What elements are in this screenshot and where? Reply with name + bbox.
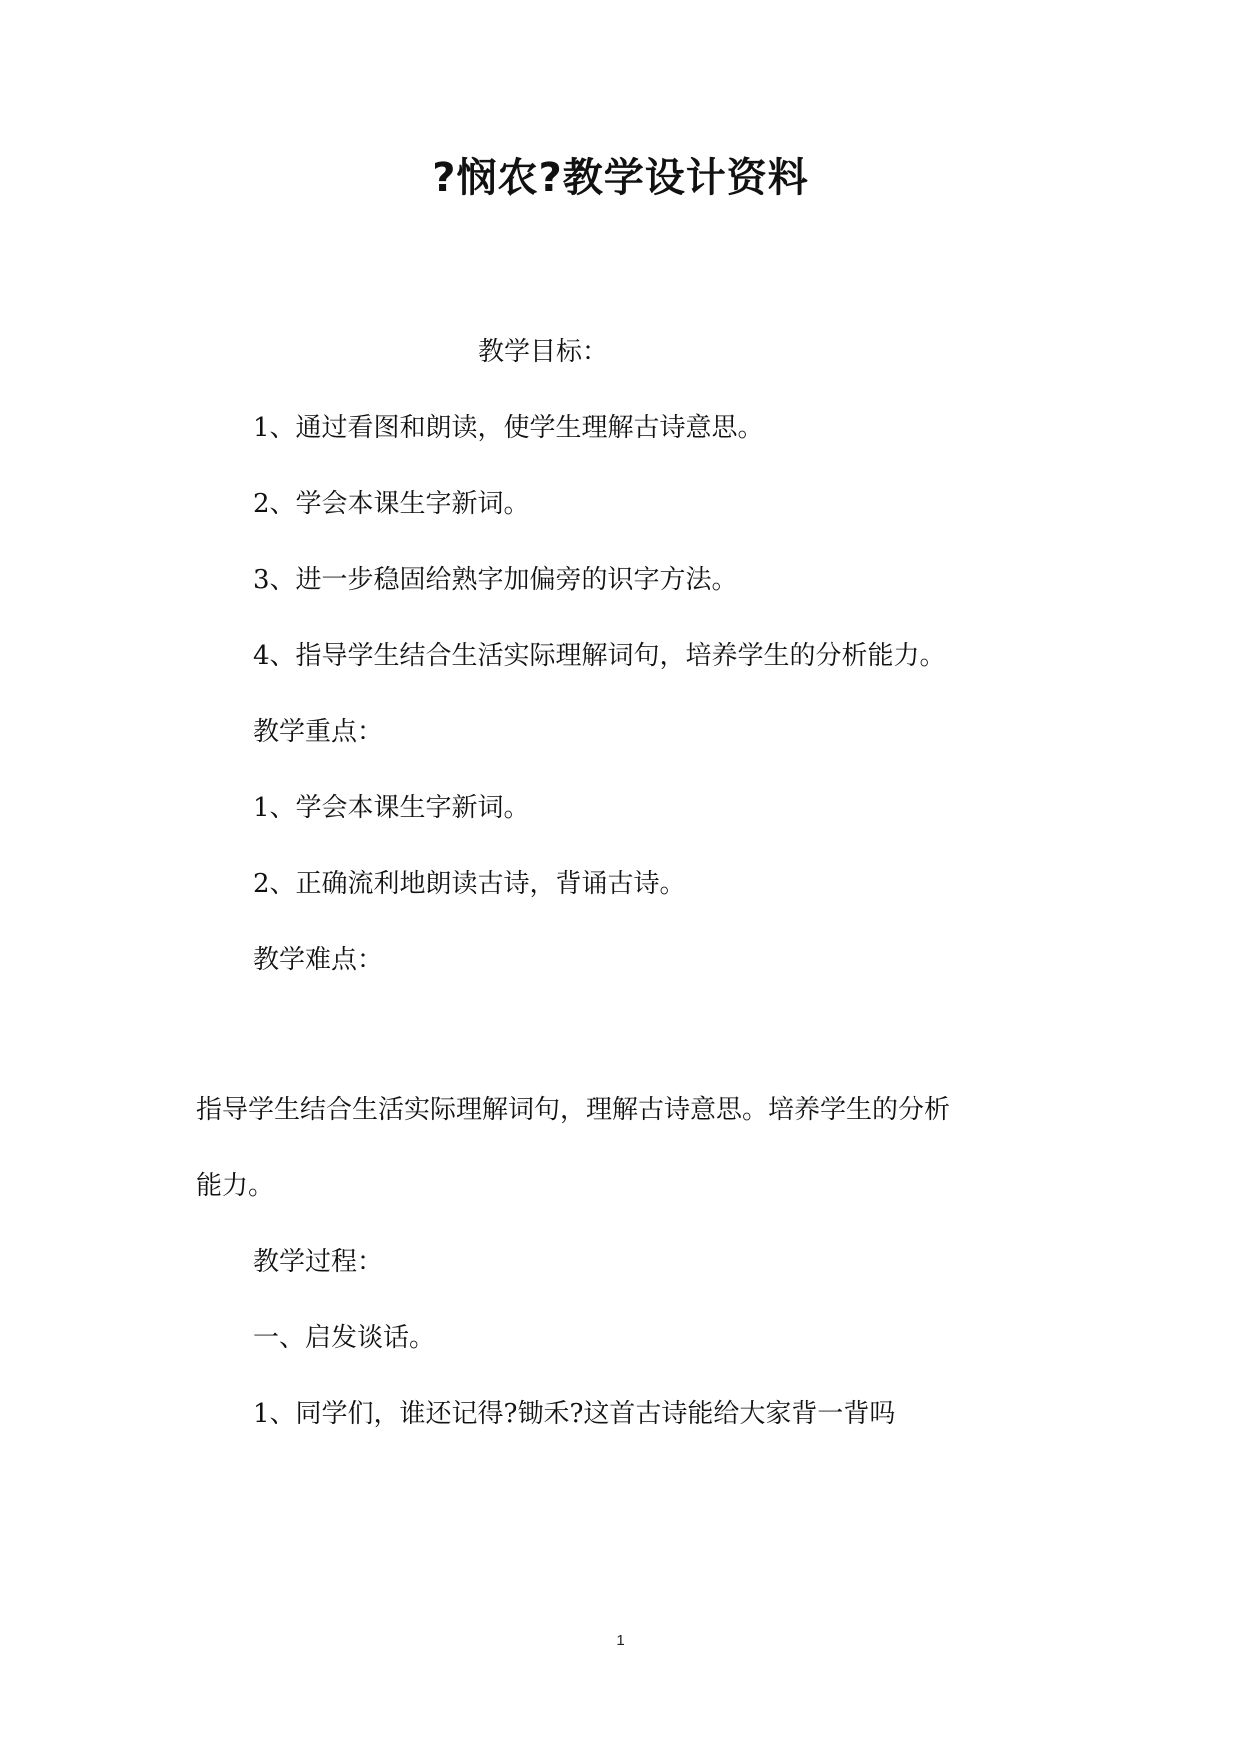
page-number: 1 [616,1632,625,1649]
process-step-1-item-1: 1、同学们，谁还记得?锄禾?这首古诗能给大家背一背吗 [253,1399,896,1429]
key-points-heading: 教学重点： [253,717,384,747]
objective-item-4: 4、指导学生结合生活实际理解词句，培养学生的分析能力。 [253,641,946,671]
process-heading: 教学过程： [253,1247,384,1277]
difficulties-text-line-2: 能力。 [196,1171,275,1201]
objective-item-2: 2、学会本课生字新词。 [253,489,530,519]
key-point-item-1: 1、学会本课生字新词。 [253,793,530,823]
process-step-1: 一、启发谈话。 [253,1323,436,1353]
objective-item-3: 3、进一步稳固给熟字加偏旁的识字方法。 [253,565,738,595]
difficulties-heading: 教学难点： [253,945,384,975]
key-point-item-2: 2、正确流利地朗读古诗，背诵古诗。 [253,869,686,899]
difficulties-text-line-1: 指导学生结合生活实际理解词句，理解古诗意思。培养学生的分析 [196,1095,951,1125]
objective-item-1: 1、通过看图和朗读，使学生理解古诗意思。 [253,413,764,443]
objectives-heading: 教学目标： [478,337,609,367]
document-title: ?悯农?教学设计资料 [432,155,809,201]
